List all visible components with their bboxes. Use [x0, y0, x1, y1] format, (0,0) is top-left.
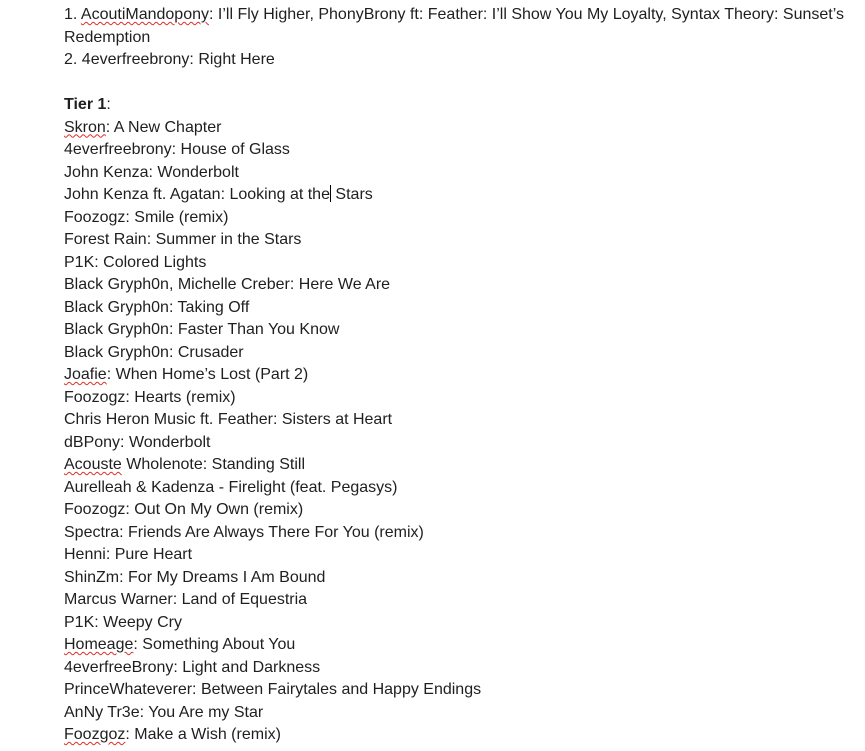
artist-name: Black Gryph0n — [64, 321, 169, 338]
document-body[interactable] — [64, 4, 854, 747]
artist-name: ShinZm — [64, 568, 120, 586]
song-text: : Wonderbolt — [120, 433, 211, 451]
song-line[interactable] — [64, 544, 854, 567]
song-text: : Right Here — [189, 51, 275, 68]
song-text: : Light and Darkness — [173, 658, 321, 676]
song-text: : Wonderbolt — [148, 163, 239, 181]
song-text: : House of Glass — [171, 141, 290, 158]
song-line[interactable] — [64, 409, 854, 432]
artist-name: Foozogz — [64, 501, 126, 518]
artist-name: John Kenza — [64, 163, 149, 181]
artist-name-misspelled: Foozgoz — [64, 726, 126, 743]
song-line[interactable] — [64, 207, 854, 230]
song-line[interactable] — [64, 319, 854, 342]
artist-name-misspelled: Homeage — [64, 636, 134, 653]
artist-name: 4everfreeBrony — [64, 658, 174, 676]
intro-line-2[interactable] — [64, 49, 854, 72]
song-text: : Hearts (remix) — [125, 388, 236, 406]
artist-name: Black Gryph0n, Michelle Creber — [64, 276, 290, 293]
artist-name: Spectra — [64, 523, 120, 541]
artist-name: Henni — [64, 546, 106, 563]
artist-name-misspelled: Acouste — [64, 456, 122, 473]
artist-name: Foozogz — [64, 388, 126, 406]
song-text: : Crusader — [168, 343, 244, 361]
song-line[interactable] — [64, 589, 854, 612]
song-text: : Out On My Own (remix) — [125, 501, 304, 518]
song-text: Wholenote: Standing Still — [121, 456, 306, 473]
song-line[interactable] — [64, 634, 854, 657]
song-line[interactable] — [64, 702, 854, 725]
song-text: : Land of Equestria — [172, 591, 308, 608]
tier-heading[interactable] — [64, 94, 854, 117]
list-number: 1. — [64, 6, 78, 23]
song-line[interactable] — [64, 117, 854, 140]
artist-name-misspelled: Joafie — [64, 366, 107, 383]
artist-name: Aurelleah & Kadenza — [64, 478, 215, 496]
artist-name: 4everfreebrony — [64, 141, 172, 158]
song-line[interactable] — [64, 162, 854, 185]
song-line[interactable] — [64, 342, 854, 365]
song-text: : Make a Wish (remix) — [125, 726, 281, 743]
song-text: : A New Chapter — [105, 118, 222, 136]
song-text: : Between Fairytales and Happy Endings — [192, 681, 482, 698]
song-line[interactable] — [64, 612, 854, 635]
tier-label: Tier 1 — [64, 96, 107, 113]
artist-name: dBPony — [64, 433, 121, 451]
song-line[interactable] — [64, 499, 854, 522]
song-line[interactable] — [64, 454, 854, 477]
artist-name: Chris Heron Music ft. Feather — [64, 411, 273, 428]
song-line[interactable] — [64, 657, 854, 680]
song-text: : Something About You — [133, 636, 296, 653]
artist-name-misspelled: Skron — [64, 118, 106, 136]
artist-name: AnNy Tr3e — [64, 703, 140, 721]
song-text: : Faster Than You Know — [168, 321, 340, 338]
song-line[interactable] — [64, 252, 854, 275]
song-text: : Here We Are — [289, 276, 391, 293]
artist-name: Foozogz — [64, 208, 126, 226]
song-text: - Firelight (feat. Pegasys) — [214, 478, 398, 496]
artist-name: Black Gryph0n — [64, 343, 169, 361]
song-line[interactable] — [64, 184, 854, 207]
song-line[interactable] — [64, 274, 854, 297]
song-text: : Taking Off — [168, 298, 250, 316]
song-text-before-cursor: : Looking at the — [220, 186, 330, 203]
song-line[interactable] — [64, 364, 854, 387]
song-line[interactable] — [64, 229, 854, 252]
song-line[interactable] — [64, 724, 854, 747]
song-text: : Sisters at Heart — [272, 411, 393, 428]
song-text: : Smile (remix) — [125, 208, 229, 226]
artist-name: Forest Rain — [64, 231, 147, 248]
song-text: : For My Dreams I Am Bound — [119, 568, 326, 586]
song-text: : Colored Lights — [94, 253, 207, 271]
artist-name: Marcus Warner — [64, 591, 173, 608]
song-line[interactable] — [64, 297, 854, 320]
song-line[interactable] — [64, 522, 854, 545]
song-text: : When Home’s Lost (Part 2) — [106, 366, 309, 383]
artist-name: P1K — [64, 253, 95, 271]
song-line[interactable] — [64, 679, 854, 702]
song-text-after-cursor: Stars — [330, 186, 373, 203]
intro-line-1[interactable] — [64, 4, 854, 49]
song-line[interactable] — [64, 387, 854, 410]
song-text: : I’ll Fly Higher, PhonyBrony ft: Feather: I’ll Show You My Loyalty, Syntax Theory: Sunset’s Redemption — [64, 6, 844, 46]
tier-colon: : — [106, 96, 111, 113]
song-text: : You Are my Star — [139, 703, 264, 721]
list-number: 2. — [64, 51, 78, 68]
artist-name: PrinceWhateverer — [64, 681, 193, 698]
song-text: : Pure Heart — [105, 546, 193, 563]
artist-name: Black Gryph0n — [64, 298, 169, 316]
song-line[interactable] — [64, 477, 854, 500]
song-line[interactable] — [64, 567, 854, 590]
song-line[interactable] — [64, 432, 854, 455]
song-text: : Summer in the Stars — [146, 231, 302, 248]
artist-name: John Kenza ft. Agatan — [64, 186, 221, 203]
song-text: : Friends Are Always There For You (remix) — [119, 523, 424, 541]
artist-name: 4everfreebrony — [81, 51, 190, 68]
song-text: : Weepy Cry — [94, 613, 182, 631]
song-line[interactable] — [64, 139, 854, 162]
artist-name-misspelled: AcoutiMandopony — [80, 6, 209, 23]
blank-line — [64, 72, 854, 95]
artist-name: P1K — [64, 613, 95, 631]
